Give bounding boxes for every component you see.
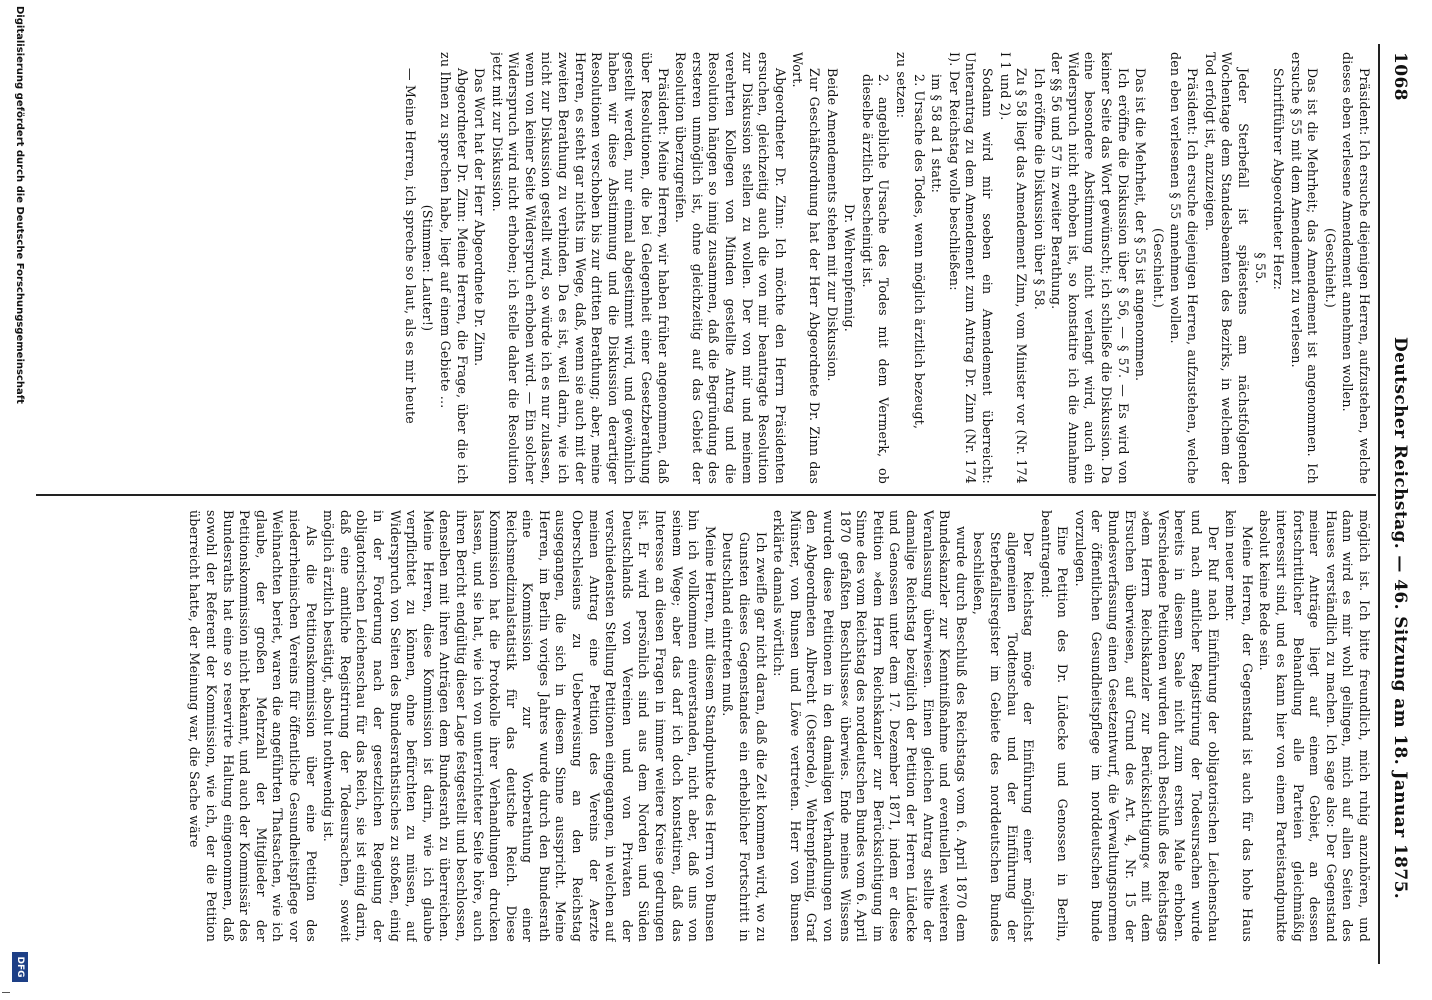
right-column-paragraph: Der Reichstag möge der Einführung einer möglichst allgemeinen Todtenschau und der Einführung der Sterbefallsregister im Gebiete des norddeutschen Bundes beschließen,: [971, 532, 1037, 942]
left-column-paragraph: Präsident: Ich ersuche diejenigen Herren, aufzustehen, welche dieses eben verlesene Amendement annehmen wollen.: [1340, 52, 1372, 484]
left-column-paragraph: Ich eröffne die Diskussion über § 58.: [1031, 68, 1047, 310]
left-column-paragraph: im § 58 ad 1 statt:: [929, 74, 945, 194]
left-column-paragraph: 2. angebliche Ursache des Todes mit dem Vermerk, ob dieselbe ärztlich bescheinigt ist.: [859, 74, 892, 484]
left-column-paragraph: Das Wort hat der Herr Abgeordnete Dr. Zinn.: [472, 68, 488, 367]
left-column-paragraph: — Meine Herren, ich spreche so laut, als es mir heute: [402, 68, 418, 424]
right-column-paragraph: Als die Petitionskommission über eine Petition des niederrheinischen Vereins für öffentliche Gesundheitspflege vor Weihnachten beriet, waren die angeführten Thatsachen, wie ich glaube, der großen Mehrzahl der Mitglieder der Petitionskommission nicht bekannt, und auch der Kommissär des Bundesraths hat eine so reservirte Haltung eingenommen, daß sowohl der Referent der Kommission, wie ich, der die Petition überreicht hatte, der Meinung war, die Sache wäre: [187, 510, 319, 942]
left-column-paragraph: Zur Geschäftsordnung hat der Herr Abgeordnete Dr. Zinn das Wort.: [790, 52, 822, 484]
right-column-paragraph: Meine Herren, mit diesem Standpunkte des Herrn von Bunsen bin ich vollkommen einverstanden, nicht aber, daß uns von seinem Wege; aber das darf ich doch konstatiren, daß das Interesse an diesen Fragen in immer weitere Kreise gedrungen ist. Er wird persönlich sind aus dem Norden und Süden Deutschlands von Vereinen und von Privaten der verschiedensten Stellung Petitionen eingegangen, in welchen auf meinen Antrag eine Petition des Vereins der Aerzte Oberschlesiens zu Ueberweisung an den Reichstag ausgegangen, die sich in diesem Sinne ausspricht. Meine Herren, im Berlin voriges Jahres wurde durch den Bundesrath eine Kommission zur Vorberathung einer Reichsmedizinalstatistik für das deutsche Reich. Diese Kommission hat die Protokolle ihrer Verhandlungen drucken lassen, und sie hat, wie ich von unterrichteter Seite höre, auch ihren Bericht endgültig dieser Lage festgestellt und beschlossen, denselben mit ihren Anträgen dem Bundesrath zu überreichen. Meine Herren, diese Kommission ist darin, wie ich glaube verpflichtet zu können, ohne befürchten zu müssen, auf Widerspruch von Seiten des Bundesrathstisches zu stoßen, einig in der Forderung nach der gesetzlichen Regelung der obligatorischen Leichenschau für das Reich, sie ist einig darin, daß eine amtliche Registrirung der Todesursachen, soweit möglich ärztlich bestätigt, absolut nothwendig ist.: [321, 510, 718, 942]
left-column-paragraph: Beide Amendements stehen mit zur Diskussion.: [824, 68, 840, 382]
right-column-paragraph: Eine Petition des Dr. Lüdecke und Genossen in Berlin, beantragend:: [1038, 510, 1071, 942]
column-divider: [36, 494, 1376, 496]
left-column-paragraph: (Geschieht.): [1150, 227, 1166, 309]
page-number: 1068: [1390, 52, 1410, 101]
page-title: Deutscher Reichstag. — 46. Sitzung am 18. Januar 1875.: [1390, 337, 1410, 900]
left-column: [42, 52, 1372, 484]
dfg-logo: DFG: [12, 952, 28, 982]
right-column-paragraph: möglich ist. Ich bitte freundlich, mich ruhig anzuhören, und dann wird es mir wohl gelingen, mich auf allen Seiten des Hauses verständlich zu machen. Ich sage also: Der Gegenstand meiner Anträge liegt auf einem Gebiet, an dessen fortschrittlicher Behandlung alle Parteien gleichmäßig interessirt sind, und es kann hier von einem Parteistandpunkte absolut keine Rede sein.: [1257, 510, 1372, 942]
left-column-paragraph: Sodann wird mir soeben ein Amendement überreicht: Unterantrag zu dem Amendement zum Antrag Dr. Zinn (Nr. 174 I). Der Reichstag wolle beschließen:: [946, 52, 995, 484]
left-column-paragraph: Schriftführer Abgeordneter Herz:: [1271, 68, 1287, 291]
right-column-paragraph: wurde durch Beschluß des Reichstags vom 6. April 1870 dem Bundeskanzler zur Kenntnißnahme und eventuellen weiteren Veranlassung überwiesen. Einen gleichen Antrag stellte der damalige Reichstag bezüglich der Petition der Herren Lüdecke und Genossen unter dem 17. Dezember 1871, indem er diese Petition »dem Herrn Reichskanzler zur Berücksichtigung im Sinne des vom Reichstag des norddeutschen Bundes vom 6. April 1870 gefaßten Beschlusses« überwies. Ende meines Wissens wurden diese Petitionen in den damaligen Verhandlungen von den Abgeordneten Albrecht (Osterode), Wehrenpfennig, Graf Münster, von Bunsen und Löwe vertreten. Herr von Bunsen erklärte damals wörtlich:: [771, 510, 969, 942]
left-column-paragraph: Dr. Wehrenpfennig.: [842, 204, 858, 332]
scan-mark: [2, 992, 10, 993]
left-column-paragraph: Zu § 58 liegt das Amendement Zinn, vom Minister vor (Nr. 174 I 1 und 2).: [997, 52, 1030, 484]
left-column-paragraph: (Stimmen: Lauter!): [420, 204, 436, 332]
right-column-paragraph: Ich zweifle gar nicht daran, daß die Zeit kommen wird, wo zu Gunsten dieses Gegenstandes ein erheblicher Fortschritt in Deutschland eintreten muß.: [720, 532, 769, 942]
left-column-paragraph: (Geschieht.): [1322, 227, 1338, 309]
right-column-paragraph: Der Ruf nach Einführung der obligatorischen Leichenschau und nach amtlicher Registrirung der Todesursachen wurde bereits in diesem Saale nicht zum ersten Male erhoben. Verschiedene Petitionen wurden durch Beschluß des Reichstags »dem Herrn Reichskanzler zur Berücksichtigung« mit dem Ersuchen überwiesen, auf Grund des Art. 4, Nr. 15 der Bundesverfassung einen Gesetzentwurf, die Verwaltungsnormen der öffentlichen Gesundheitspflege im norddeutschen Bunde vorzulegen.: [1072, 510, 1221, 942]
page-footer: [6, 0, 30, 1000]
left-column-paragraph: Das ist die Mehrheit; das Amendement ist angenommen. Ich ersuche § 55 mit dem Amendement zu verlesen.: [1288, 52, 1321, 484]
left-column-paragraph: zu setzen:: [893, 52, 909, 119]
header-rule: [1378, 44, 1380, 964]
left-column-paragraph: Präsident: Meine Herren, wir haben früher angenommen, daß über Resolutionen, die bei Gelegenheit einer Gesetzberathung gestellt werden, nur einmal abgestimmt wird, und gewöhnlich haben wir diese Abstimmung und die Diskussion derartiger Resolutionen verschoben bis zur dritten Berathung; aber, meine Herren, es steht gar nichts im Wege, daß, wenn sie auch mit der zweiten Berathung zu verbinden. Da es ist, weil darin, wie ich nicht zur Diskussion gestellt wird, so würde ich es nur zulassen, wenn von keiner Seite Widerspruch erhoben wird. — Ein solcher Widerspruch wird nicht erhoben; ich stelle daher die Resolution jetzt mit zur Diskussion.: [489, 52, 671, 484]
left-column-paragraph: § 55.: [1253, 252, 1269, 284]
left-column-paragraph: 2. Ursache des Todes, wenn möglich ärztlich bezeugt,: [911, 74, 927, 430]
right-column: [42, 510, 1372, 942]
left-column-paragraph: Abgeordneter Dr. Zinn: Ich möchte den Herrn Präsidenten ersuchen, gleichzeitig auch die von mir beantragte Resolution zur Diskussion stellen zu wollen. Der von mir und meinem verehrten Kollegen von Minden gestellte Antrag und die Resolution hängen so innig zusammen, daß die Begründung des ersteren unmöglich ist, ohne gleichzeitig auf das Gebiet der Resolution überzugreifen.: [673, 52, 788, 484]
left-column-paragraph: Jeder Sterbefall ist spätestens am nächstfolgenden Wochentage dem Standesbeamten des Bezirks, in welchem der Tod erfolgt ist, anzuzeigen.: [1202, 52, 1251, 484]
page-header: [1384, 52, 1412, 957]
left-column-paragraph: Präsident: Ich ersuche diejenigen Herren, aufzustehen, welche den eben verlesenen § 55 annehmen wollen.: [1168, 52, 1201, 484]
funding-note: Digitalisierung gefördert durch die Deutsche Forschungsgemeinschaft: [14, 6, 25, 404]
left-column-paragraph: Ich eröffne die Diskussion über § 56, — § 57. — Es wird von keiner Seite das Wort gewünscht; ich schließe die Diskussion. Da eine besondere Abstimmung nicht verlangt wird, auch ein Widerspruch nicht erhoben ist, so konstatire ich die Annahme der §§ 56 und 57 in zweiter Berathung.: [1049, 52, 1131, 484]
right-column-paragraph: Meine Herren, der Gegenstand ist auch für das hohe Haus kein neuer mehr.: [1223, 510, 1255, 942]
left-column-paragraph: Das ist die Mehrheit, der § 55 ist angenommen.: [1133, 68, 1149, 382]
left-column-paragraph: Abgeordneter Dr. Zinn: Meine Herren, die Frage, über die ich zu Ihnen zu sprechen habe, liegt auf einem Gebiete …: [437, 52, 470, 484]
